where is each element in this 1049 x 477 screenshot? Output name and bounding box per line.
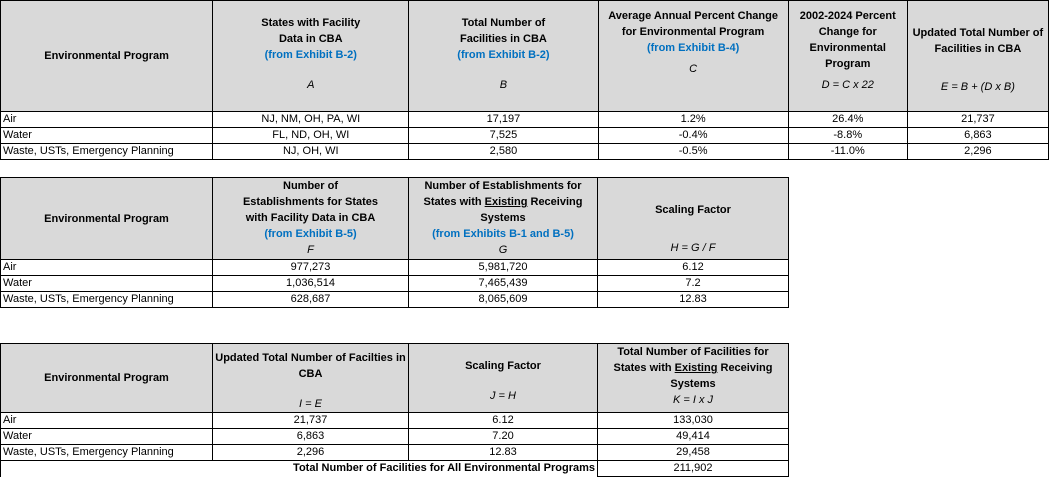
cell-g: 8,065,609 [409,292,598,308]
col-header-i: Updated Total Number of Facilties in CBA I = E [213,344,409,413]
table-row [1,260,789,276]
row-label: Air [1,413,213,429]
total-row [1,461,789,477]
cell-b: 17,197 [409,112,598,128]
cell-e: 6,863 [907,128,1048,144]
table-row [1,112,1049,128]
table-row [1,445,789,461]
row-label: Waste, USTs, Emergency Planning [1,144,213,160]
row-label: Water [1,276,213,292]
col-header-j: Scaling Factor J = H [409,344,598,413]
row-label: Water [1,128,213,144]
col-header-c: Average Annual Percent Change for Environmental Program (from Exhibit B-4) C [598,1,788,112]
col-header-b: Total Number of Facilities in CBA (from Exhibit B-2) B [409,1,598,112]
table-row [1,413,789,429]
row-label: Air [1,112,213,128]
col-header-program: Environmental Program [1,178,213,260]
cell-a: FL, ND, OH, WI [213,128,409,144]
cell-c: 1.2% [598,112,788,128]
cell-h: 6.12 [598,260,789,276]
cell-j: 7.20 [409,429,598,445]
col-header-program: Environmental Program [1,344,213,413]
row-label: Waste, USTs, Emergency Planning [1,445,213,461]
cell-c: -0.4% [598,128,788,144]
establishments-table [0,177,789,308]
cell-f: 1,036,514 [213,276,409,292]
table-row [1,276,789,292]
cell-g: 7,465,439 [409,276,598,292]
cell-e: 2,296 [907,144,1048,160]
cell-h: 7.2 [598,276,789,292]
cell-h: 12.83 [598,292,789,308]
cell-d: -11.0% [788,144,907,160]
cell-k: 29,458 [598,445,789,461]
cell-i: 2,296 [213,445,409,461]
facilities-table [0,0,1049,160]
col-header-h: Scaling Factor H = G / F [598,178,789,260]
table-row [1,144,1049,160]
table-row [1,128,1049,144]
cell-j: 6.12 [409,413,598,429]
col-header-f: Number of Establishments for States with Facility Data in CBA (from Exhibit B-5) F [213,178,409,260]
col-header-e: Updated Total Number of Facilities in CBA E = B + (D x B) [907,1,1048,112]
cell-e: 21,737 [907,112,1048,128]
table-row [1,292,789,308]
total-value: 211,902 [598,461,789,477]
col-header-d: 2002-2024 Percent Change for Environmental Program D = C x 22 [788,1,907,112]
cell-f: 628,687 [213,292,409,308]
cell-k: 49,414 [598,429,789,445]
col-header-g: Number of Establishments for States with Existing Receiving Systems (from Exhibits B-1 and B-5) G [409,178,598,260]
col-header-a: States with Facility Data in CBA (from Exhibit B-2) A [213,1,409,112]
cell-f: 977,273 [213,260,409,276]
total-label: Total Number of Facilities for All Environmental Programs [1,461,598,477]
cell-c: -0.5% [598,144,788,160]
col-header-k: Total Number of Facilities for States with Existing Receiving Systems K = I x J [598,344,789,413]
cell-b: 7,525 [409,128,598,144]
table-row [1,429,789,445]
cell-d: -8.8% [788,128,907,144]
row-label: Waste, USTs, Emergency Planning [1,292,213,308]
cell-k: 133,030 [598,413,789,429]
cell-d: 26.4% [788,112,907,128]
col-header-program: Environmental Program [1,1,213,112]
cell-a: NJ, OH, WI [213,144,409,160]
total-facilities-table [0,343,789,477]
cell-j: 12.83 [409,445,598,461]
row-label: Air [1,260,213,276]
row-label: Water [1,429,213,445]
cell-b: 2,580 [409,144,598,160]
cell-i: 6,863 [213,429,409,445]
cell-a: NJ, NM, OH, PA, WI [213,112,409,128]
cell-g: 5,981,720 [409,260,598,276]
cell-i: 21,737 [213,413,409,429]
